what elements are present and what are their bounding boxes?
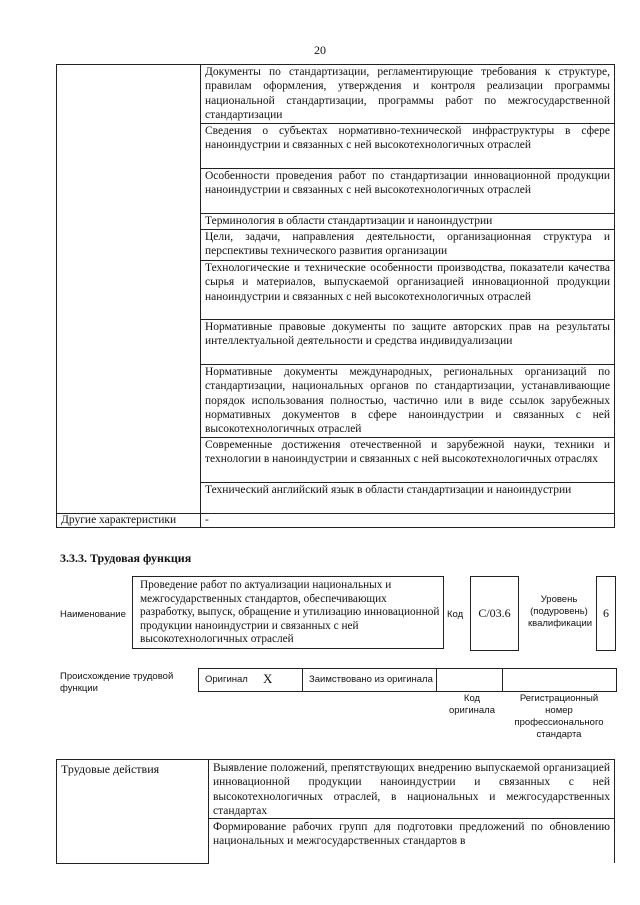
table-row bbox=[57, 514, 615, 528]
knowledge-item: Терминология в области стандартизации и наноиндустрии bbox=[201, 214, 615, 230]
knowledge-item: Документы по стандартизации, регламентирующие требования к структуре, правилам оформления, утверждения и контроля реализации программы национальной стандартизации, программы работ по межгосударственной стандартизации bbox=[201, 65, 615, 124]
other-characteristics-label: Другие характеристики bbox=[57, 514, 201, 528]
section-title: 3.3.3. Трудовая функция bbox=[60, 551, 192, 565]
borrowed-label: Заимствовано из оригинала bbox=[309, 674, 433, 685]
labor-actions-table bbox=[56, 759, 615, 864]
original-label: Оригинал bbox=[205, 674, 248, 685]
function-name: Проведение работ по актуализации национальных и межгосударственных стандартов, обеспечивающих разработку, выпуск, обращение и утилизацию инновационной продукции наноиндустрии и связанных с ней высокотехнологичных отраслей bbox=[132, 576, 444, 649]
registration-number-caption: Регистрационный номер профессионального стандарта bbox=[514, 693, 604, 740]
knowledge-item: Сведения о субъектах нормативно-технической инфраструктуры в сфере наноиндустрии и связанных с ней высокотехнологичных отраслей bbox=[201, 124, 615, 169]
knowledge-item: Современные достижения отечественной и зарубежной науки, техники и технологии в наноиндустрии и связанных с ней высокотехнологичных отраслях bbox=[201, 438, 615, 483]
labor-action-item: Выявление положений, препятствующих внедрению выпускаемой организацией инновационной продукции наноиндустрии и связанных с ней высокотехнологичных отраслей, в национальных и межгосударственных стандартах bbox=[209, 760, 615, 819]
table-row bbox=[57, 65, 615, 124]
borrowed-cell bbox=[303, 669, 437, 691]
labor-action-item bbox=[209, 819, 615, 864]
level-label: Уровень (подуровень) квалификации bbox=[528, 594, 593, 629]
other-characteristics-value: - bbox=[201, 514, 615, 528]
original-mark: X bbox=[263, 671, 273, 686]
labor-action-text: Формирование рабочих групп для подготовки предложений по обновлению национальных и межгосударственных стандартов в bbox=[213, 821, 610, 848]
labor-actions-label: Трудовые действия bbox=[57, 760, 209, 864]
page-number: 20 bbox=[314, 43, 326, 57]
knowledge-item: Нормативные документы международных, региональных организаций по стандартизации, национальных органов по стандартизации, устанавливающие порядок использования полностью, частично или в виде ссылок зарубежных нормативных документов в сфере наноиндустрии и связанных с ней высокотехнологичных отраслей bbox=[201, 365, 615, 438]
knowledge-item: Нормативные правовые документы по защите авторских прав на результаты интеллектуальной деятельности и средства индивидуализации bbox=[201, 320, 615, 365]
knowledge-item: Технологические и технические особенности производства, показатели качества сырья и материалов, выпускаемой организацией инновационной продукции наноиндустрии и связанных с ней высокотехнологичных отраслей bbox=[201, 261, 615, 320]
original-cell bbox=[199, 669, 303, 691]
function-code: C/03.6 bbox=[470, 576, 519, 651]
origin-label: Происхождение трудовой функции bbox=[60, 671, 174, 694]
knowledge-item: Технический английский язык в области стандартизации и наноиндустрии bbox=[201, 483, 615, 514]
name-label: Наименование bbox=[60, 609, 126, 620]
knowledge-item: Особенности проведения работ по стандартизации инновационной продукции наноиндустрии и связанных с ней высокотехнологичных отраслей bbox=[201, 169, 615, 214]
code-original-caption: Код оригинала bbox=[448, 693, 495, 716]
knowledge-label-cell bbox=[57, 65, 201, 514]
knowledge-table bbox=[56, 64, 615, 528]
function-level: 6 bbox=[596, 576, 616, 651]
knowledge-item: Цели, задачи, направления деятельности, организационная структура и перспективы технического развития организации bbox=[201, 230, 615, 261]
table-row bbox=[57, 760, 615, 819]
code-label: Код bbox=[447, 609, 464, 620]
code-original-cell bbox=[437, 669, 503, 691]
origin-row bbox=[198, 668, 617, 692]
